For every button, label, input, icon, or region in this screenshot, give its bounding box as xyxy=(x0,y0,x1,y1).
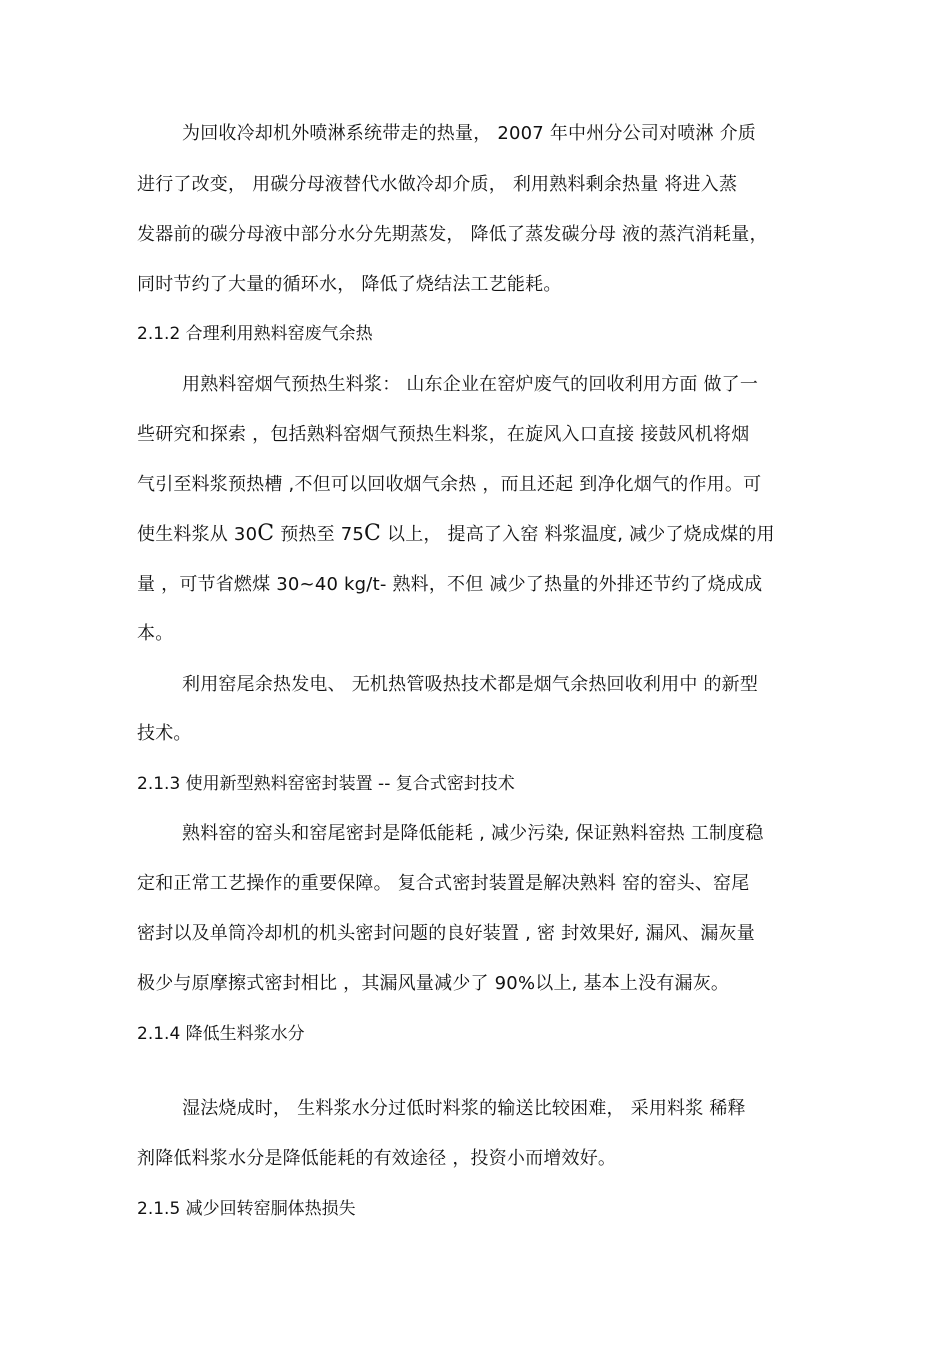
paragraph-2-line-4 xyxy=(137,522,817,547)
paragraph-5-line-2: 剂降低料浆水分是降低能耗的有效途径 ，投资小而增效好。 xyxy=(137,1148,617,1169)
paragraph-2-line-5: 量 ，可节省燃煤 30~40 kg/t- 熟料，不但 减少了热量的外排还节约了烧成成 xyxy=(137,574,763,595)
paragraph-4-line-1: 熟料窑的窑头和窑尾密封是降低能耗 , 减少污染, 保证熟料窑热 工制度稳 xyxy=(182,823,764,844)
paragraph-3-line-2: 技术。 xyxy=(137,723,192,744)
paragraph-2-line-6: 本。 xyxy=(137,623,174,644)
paragraph-4-line-2: 定和正常工艺操作的重要保障。 复合式密封装置是解决熟料 窑的窑头、窑尾 xyxy=(137,873,750,894)
paragraph-1-line-2: 进行了改变， 用碳分母液替代水做冷却介质， 利用熟料剩余热量 将进入蒸 xyxy=(137,174,738,195)
paragraph-2-line-4-part-3: 以上， 提高了入窑 料浆温度, 减少了烧成煤的用 xyxy=(381,524,775,545)
paragraph-1-line-1: 为回收冷却机外喷淋系统带走的热量， 2007 年中州分公司对喷淋 介质 xyxy=(182,123,756,144)
section-heading-2-1-3: 2.1.3 使用新型熟料窑密封装置 -- 复合式密封技术 xyxy=(137,774,515,794)
paragraph-1-line-4: 同时节约了大量的循环水， 降低了烧结法工艺能耗。 xyxy=(137,274,562,295)
celsius-symbol-2: C xyxy=(364,521,382,546)
section-heading-2-1-2: 2.1.2 合理利用熟料窑废气余热 xyxy=(137,324,373,344)
paragraph-3-line-1: 利用窑尾余热发电、 无机热管吸热技术都是烟气余热回收利用中 的新型 xyxy=(182,674,759,695)
celsius-symbol-1: C xyxy=(257,521,275,546)
paragraph-2-line-2: 些研究和探索 ，包括熟料窑烟气预热生料浆，在旋风入口直接 接鼓风机将烟 xyxy=(137,424,750,445)
paragraph-2-line-4-part-1: 使生料浆从 30 xyxy=(137,524,258,545)
section-heading-2-1-5: 2.1.5 减少回转窑胴体热损失 xyxy=(137,1199,356,1219)
paragraph-4-line-3: 密封以及单筒冷却机的机头密封问题的良好装置 , 密 封效果好, 漏风、漏灰量 xyxy=(137,923,755,944)
paragraph-2-line-3: 气引至料浆预热槽 ,不但可以回收烟气余热 ，而且还起 到净化烟气的作用。可 xyxy=(137,474,762,495)
section-heading-2-1-4: 2.1.4 降低生料浆水分 xyxy=(137,1024,305,1044)
paragraph-4-line-4: 极少与原摩擦式密封相比 ，其漏风量减少了 90%以上, 基本上没有漏灰。 xyxy=(137,973,730,994)
paragraph-1-line-3: 发器前的碳分母液中部分水分先期蒸发， 降低了蒸发碳分母 液的蒸汽消耗量， xyxy=(137,224,768,245)
paragraph-2-line-1: 用熟料窑烟气预热生料浆： 山东企业在窑炉废气的回收利用方面 做了一 xyxy=(182,374,759,395)
paragraph-5-line-1: 湿法烧成时， 生料浆水分过低时料浆的输送比较困难， 采用料浆 稀释 xyxy=(182,1098,746,1119)
paragraph-2-line-4-part-2: 预热至 75 xyxy=(274,524,365,545)
